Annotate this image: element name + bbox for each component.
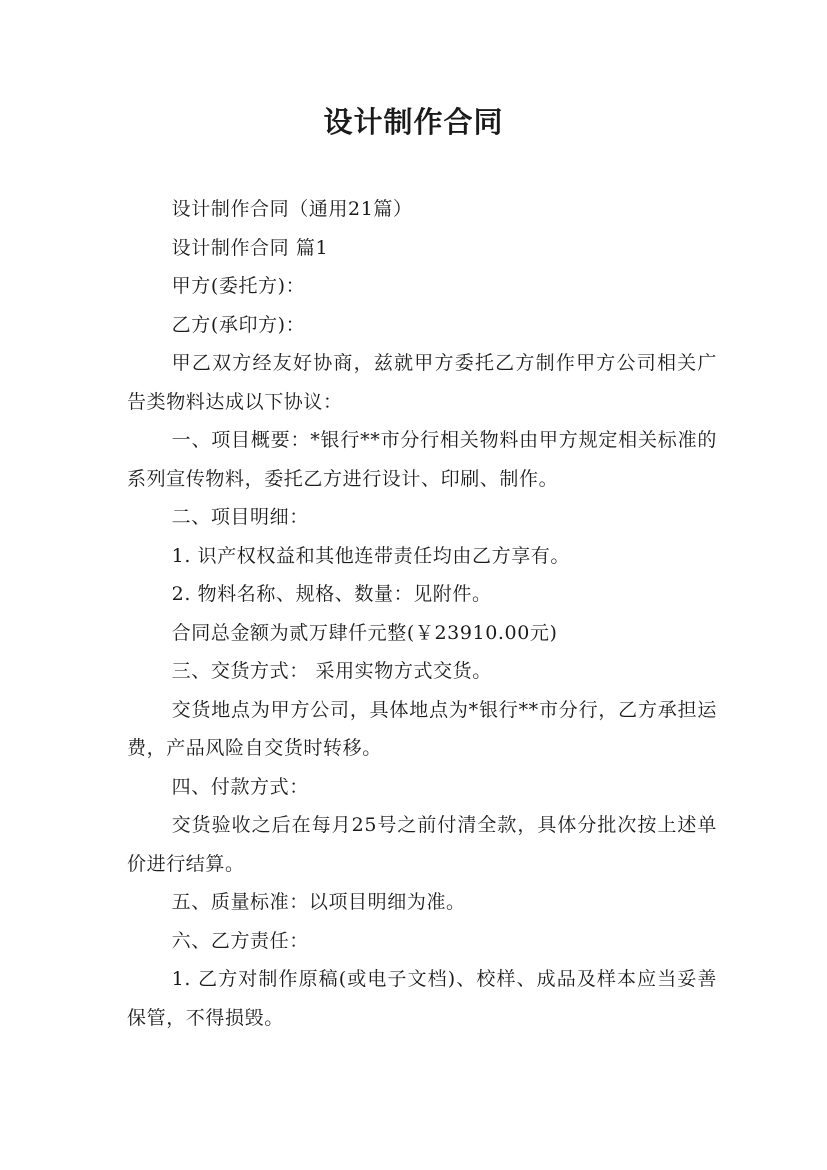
paragraph-delivery-method: 三、交货方式： 采用实物方式交货。 (171, 660, 492, 682)
paragraph-item-2: 2. 物料名称、规格、数量：见附件。 (171, 583, 492, 605)
paragraph-party-a: 甲方(委托方)： (171, 275, 306, 297)
paragraph-section-heading: 设计制作合同 篇1 (171, 236, 329, 259)
paragraph-party-b-duties-heading: 六、乙方责任： (171, 929, 309, 952)
paragraph-party-b: 乙方(承印方)： (171, 313, 306, 336)
paragraph-delivery-location: 交货地点为甲方公司，具体地点为*银行**市分行，乙方承担运费，产品风险自交货时转移。 (127, 698, 717, 759)
paragraph-item-1: 1. 识产权权益和其他连带责任均由乙方享有。 (171, 544, 571, 567)
paragraph-project-details-heading: 二、项目明细： (171, 506, 309, 528)
document-body (127, 190, 717, 1037)
paragraph-total-amount: 合同总金额为贰万肆仟元整(￥23910.00元) (171, 621, 558, 644)
paragraph-project-overview: 一、项目概要：*银行**市分行相关物料由甲方规定相关标准的系列宣传物料，委托乙方进行设计、印刷、制作。 (127, 429, 717, 490)
paragraph-agreement-intro: 甲乙双方经友好协商，兹就甲方委托乙方制作甲方公司相关广告类物料达成以下协议： (127, 352, 717, 413)
paragraph-payment-heading: 四、付款方式： (171, 775, 309, 798)
document-title: 设计制作合同 (323, 105, 504, 139)
paragraph-quality-standard: 五、质量标准：以项目明细为准。 (171, 891, 466, 913)
paragraph-subtitle: 设计制作合同（通用21篇） (171, 198, 413, 220)
paragraph-payment-terms: 交货验收之后在每月25号之前付清全款，具体分批次按上述单价进行结算。 (127, 814, 717, 875)
paragraph-party-b-duty-1: 1. 乙方对制作原稿(或电子文档)、校样、成品及样本应当妥善保管，不得损毁。 (127, 968, 717, 1029)
